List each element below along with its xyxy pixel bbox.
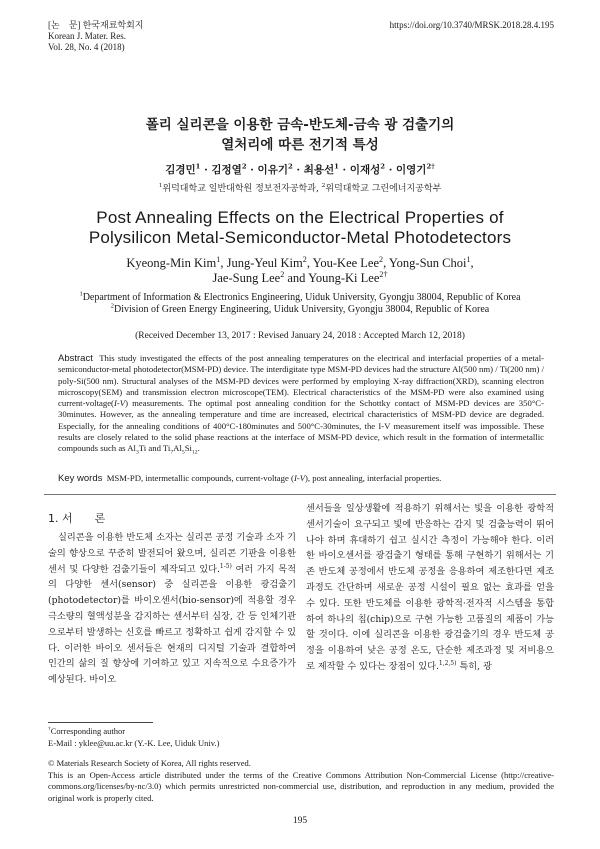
submission-dates: (Received December 13, 2017 : Revised January 24, 2018 : Accepted March 12, 2018) <box>135 331 465 341</box>
subscript: 7 <box>170 450 174 457</box>
abstract <box>58 353 544 455</box>
author-affil-sup: 2 <box>379 254 384 264</box>
english-affiliation-1 <box>0 292 600 304</box>
author-affil-sup: 2 <box>302 254 307 264</box>
korean-author: 김정열 <box>211 164 242 176</box>
korean-author: 이유기 <box>257 164 288 176</box>
subscript: 5 <box>181 450 185 457</box>
author-affil-sup: 2† <box>426 162 435 171</box>
page-number: 195 <box>292 816 308 826</box>
abstract-text: Ti and Ti <box>138 443 171 454</box>
author-separator: · <box>246 164 258 176</box>
english-author: Young-Ki Lee <box>308 271 380 285</box>
keywords <box>58 473 544 484</box>
citation-ref: 1-5) <box>219 562 232 570</box>
author-separator: , <box>306 256 313 270</box>
affil-sup: 1 <box>158 183 163 189</box>
dagger-mark: † <box>48 726 51 733</box>
korean-title-line2: 열처리에 따른 전기적 특성 <box>221 137 379 153</box>
keywords-label: Key words <box>58 473 103 484</box>
author-affil-sup: 1 <box>216 254 221 264</box>
affiliation-text: Department of Information & Electronics Engineering, Uiduk University, Gyongju 38004, Republic of Korea <box>82 292 521 303</box>
paragraph <box>48 530 296 688</box>
body-column-right <box>306 501 554 675</box>
affil-sup: 1 <box>79 290 83 298</box>
korean-author: 이재성 <box>349 164 381 176</box>
journal-korean-name: [논 문] 한국재료학회지 <box>48 20 144 30</box>
author-affil-sup: 1 <box>334 162 339 171</box>
english-title-line1: Post Annealing Effects on the Electrical Properties of <box>96 208 504 227</box>
copyright-line: © Materials Research Society of Korea, All rights reserved. <box>48 758 251 768</box>
journal-volume: Vol. 28, No. 4 (2018) <box>48 42 125 52</box>
journal-header <box>48 20 144 53</box>
abstract-text: Al <box>173 443 182 454</box>
corresponding-label: Corresponding author <box>50 726 126 736</box>
abstract-text: Si <box>184 443 192 454</box>
english-affiliations <box>0 292 600 316</box>
korean-title <box>0 115 600 155</box>
subscript: 12 <box>191 450 198 457</box>
english-author: Kyeong-Min Kim <box>126 256 217 270</box>
subscript: 3 <box>135 450 139 457</box>
author-affil-sup: 2† <box>379 269 388 279</box>
affil-sup: 2 <box>110 302 115 310</box>
keywords-text-italic: I-V <box>293 473 306 483</box>
citation-ref: 1,2,5) <box>438 659 457 667</box>
korean-authors <box>0 162 600 177</box>
paragraph <box>306 501 554 675</box>
paragraph-text: 여러 가지 목적의 다양한 센서(sensor) 중 실리콘을 이용한 광검출기(photodetector)를 바이오센서(bio-sensor)에 적용할 경우 극소량의 혈액성분을 감지하는 센서부터 심장, 간 등 인체기관으로부터 발생하는 신호를 빠르고 정확하고 쉽게 감지할 수 있다. 이러한 바이오 센서들은 현재의 디지털 기술과 결합하여 인간의 삶의 질 향상에 기여하고 있고 지속적으로 수요증가가 예상된다. 바이오 <box>48 563 296 686</box>
author-affil-sup: 2 <box>287 162 293 171</box>
license-text: This is an Open-Access article distributed under the terms of the Creative Commons Attribution Non-Commercial License (http://creative-commons.org/licenses/by-nc/3.0) which permits unrestricted non-commercial use, distribution, and reproduction in any medium, provided the original work is properly cited. <box>48 769 554 803</box>
english-author: Yong-Sun Choi <box>388 256 467 270</box>
paragraph-text: 센서들을 일상생활에 적용하기 위해서는 빛을 이용한 광학적 센서기술이 요구되고 빛에 반응하는 감지 및 검출능력이 뛰어나야 하며 휴대하기 쉽고 실시간 측정이 가능해야 한다. 이러한 바이오센서를 광검출기 형태를 통해 구현하기 위해서는 기존 반도체 공정에서 반도체 공정을 응용하여 제조한다면 제조 과정도 간단하며 새로운 공정 시설이 필요 없는 효과를 얻을 수 있다. 또한 반도체를 이용한 광학적·전자적 시스템을 통합하여 하나의 칩(chip)으로 구현 가능한 고품질의 제품이 가능할 것이다. 이에 실리콘을 이용한 광검출기의 경우 반도체 공정을 이용하여 낮은 공정 온도, 단순한 제조과정 및 저비용으로 제작할 수 있다는 장점이 있다. <box>306 503 554 672</box>
author-affil-sup: 2 <box>380 162 386 171</box>
author-separator: · <box>338 164 350 176</box>
korean-author: 김경민 <box>165 164 196 176</box>
author-affil-sup: 1 <box>466 254 471 264</box>
body-column-left <box>48 530 296 688</box>
english-author: Jung-Yeul Kim <box>226 256 303 270</box>
english-authors <box>0 256 600 286</box>
abstract-text: This study investigated the effects of the post annealing temperatures on the electrical and interfacial properties of a metal-semiconductor-metal photodetector(MSM-PD) device. The interdigitate type MSM-PD devices had the structure Al(500 nm) / Ti(200 nm) / poly-Si(500 nm). Structural analyses of the MSM-PD devices were performed by employing X-ray diffraction(XRD), scanning electron microscopy(SEM) and transmission electron microscope(TEM). Electrical characteristics of the MSM-PD were also examined using current-voltage( <box>58 353 545 409</box>
korean-author: 이영기 <box>396 164 427 176</box>
korean-affiliations <box>0 181 600 194</box>
korean-affiliation: 위덕대학교 일반대학원 정보전자공학과, <box>162 184 322 194</box>
footnote <box>48 726 219 749</box>
author-separator: · <box>292 164 304 176</box>
author-separator: , <box>383 256 389 270</box>
english-affiliation-2 <box>0 304 600 316</box>
korean-affiliation: 위덕대학교 그린에너지공학부 <box>325 184 442 194</box>
author-separator: , <box>220 256 227 270</box>
section-divider <box>44 494 556 495</box>
section-heading-introduction: 1. 서 론 <box>48 512 106 525</box>
english-author: You-Kee Lee <box>312 256 380 270</box>
english-author: Jae-Sung Lee <box>212 271 281 285</box>
author-separator: · <box>385 164 397 176</box>
author-separator: , <box>470 256 474 270</box>
keywords-text: ), post annealing, interfacial properties. <box>305 473 442 483</box>
korean-title-line1: 폴리 실리콘을 이용한 금속-반도체-금속 광 검출기의 <box>145 117 455 133</box>
doi-link[interactable]: https://doi.org/10.3740/MRSK.2018.28.4.195 <box>389 20 554 30</box>
journal-english-name: Korean J. Mater. Res. <box>48 31 126 41</box>
author-affil-sup: 2 <box>241 162 247 171</box>
english-title <box>0 208 600 248</box>
corresponding-author <box>48 726 219 738</box>
paragraph-text: 실리콘을 이용한 반도체 소자는 실리콘 공정 기술과 소자 기술의 향상으로 꾸준히 발전되어 왔으며, 실리콘 기판을 이용한 센서 및 다양한 검출기들이 제작되고 있다. <box>48 532 296 575</box>
korean-author: 최용선 <box>303 164 335 176</box>
footnote-rule <box>48 722 153 723</box>
affiliation-text: Division of Green Energy Engineering, Uiduk University, Gyongju 38004, Republic of Korea <box>114 304 490 315</box>
english-title-line2: Polysilicon Metal-Semiconductor-Metal Photodetectors <box>88 228 512 247</box>
author-separator: · <box>200 164 212 176</box>
author-affil-sup: 2 <box>280 269 285 279</box>
copyright-notice <box>48 758 554 804</box>
corresponding-email: E-Mail : yklee@uu.ac.kr (Y.-K. Lee, Uiduk Univ.) <box>48 737 220 748</box>
abstract-text-italic: I-V <box>113 398 126 409</box>
author-separator: and <box>284 271 309 285</box>
paragraph-text: 특히, 광 <box>456 660 492 672</box>
author-affil-sup: 1 <box>195 162 201 171</box>
affil-sup: 2 <box>321 183 326 189</box>
keywords-text: MSM-PD, intermetallic compounds, current-voltage ( <box>106 473 294 483</box>
abstract-text: . <box>197 443 200 454</box>
abstract-text: ) measurements. The optimal post annealing condition for the Schottky contact of MSM-PD devices are 350°C-30minutes. However, as the annealing temperature and time are increased, electrical characteristics of MSM-PD device are degraded. Especially, for the annealing conditions of 400°C-180minutes and 500°C-30minutes, the I-V measurement itself was impossible. These results are closely related to the solid phase reactions at the interface of MSM-PD device, which result in the formation of intermetallic compounds such as Al <box>58 398 544 454</box>
abstract-label: Abstract <box>58 353 93 364</box>
